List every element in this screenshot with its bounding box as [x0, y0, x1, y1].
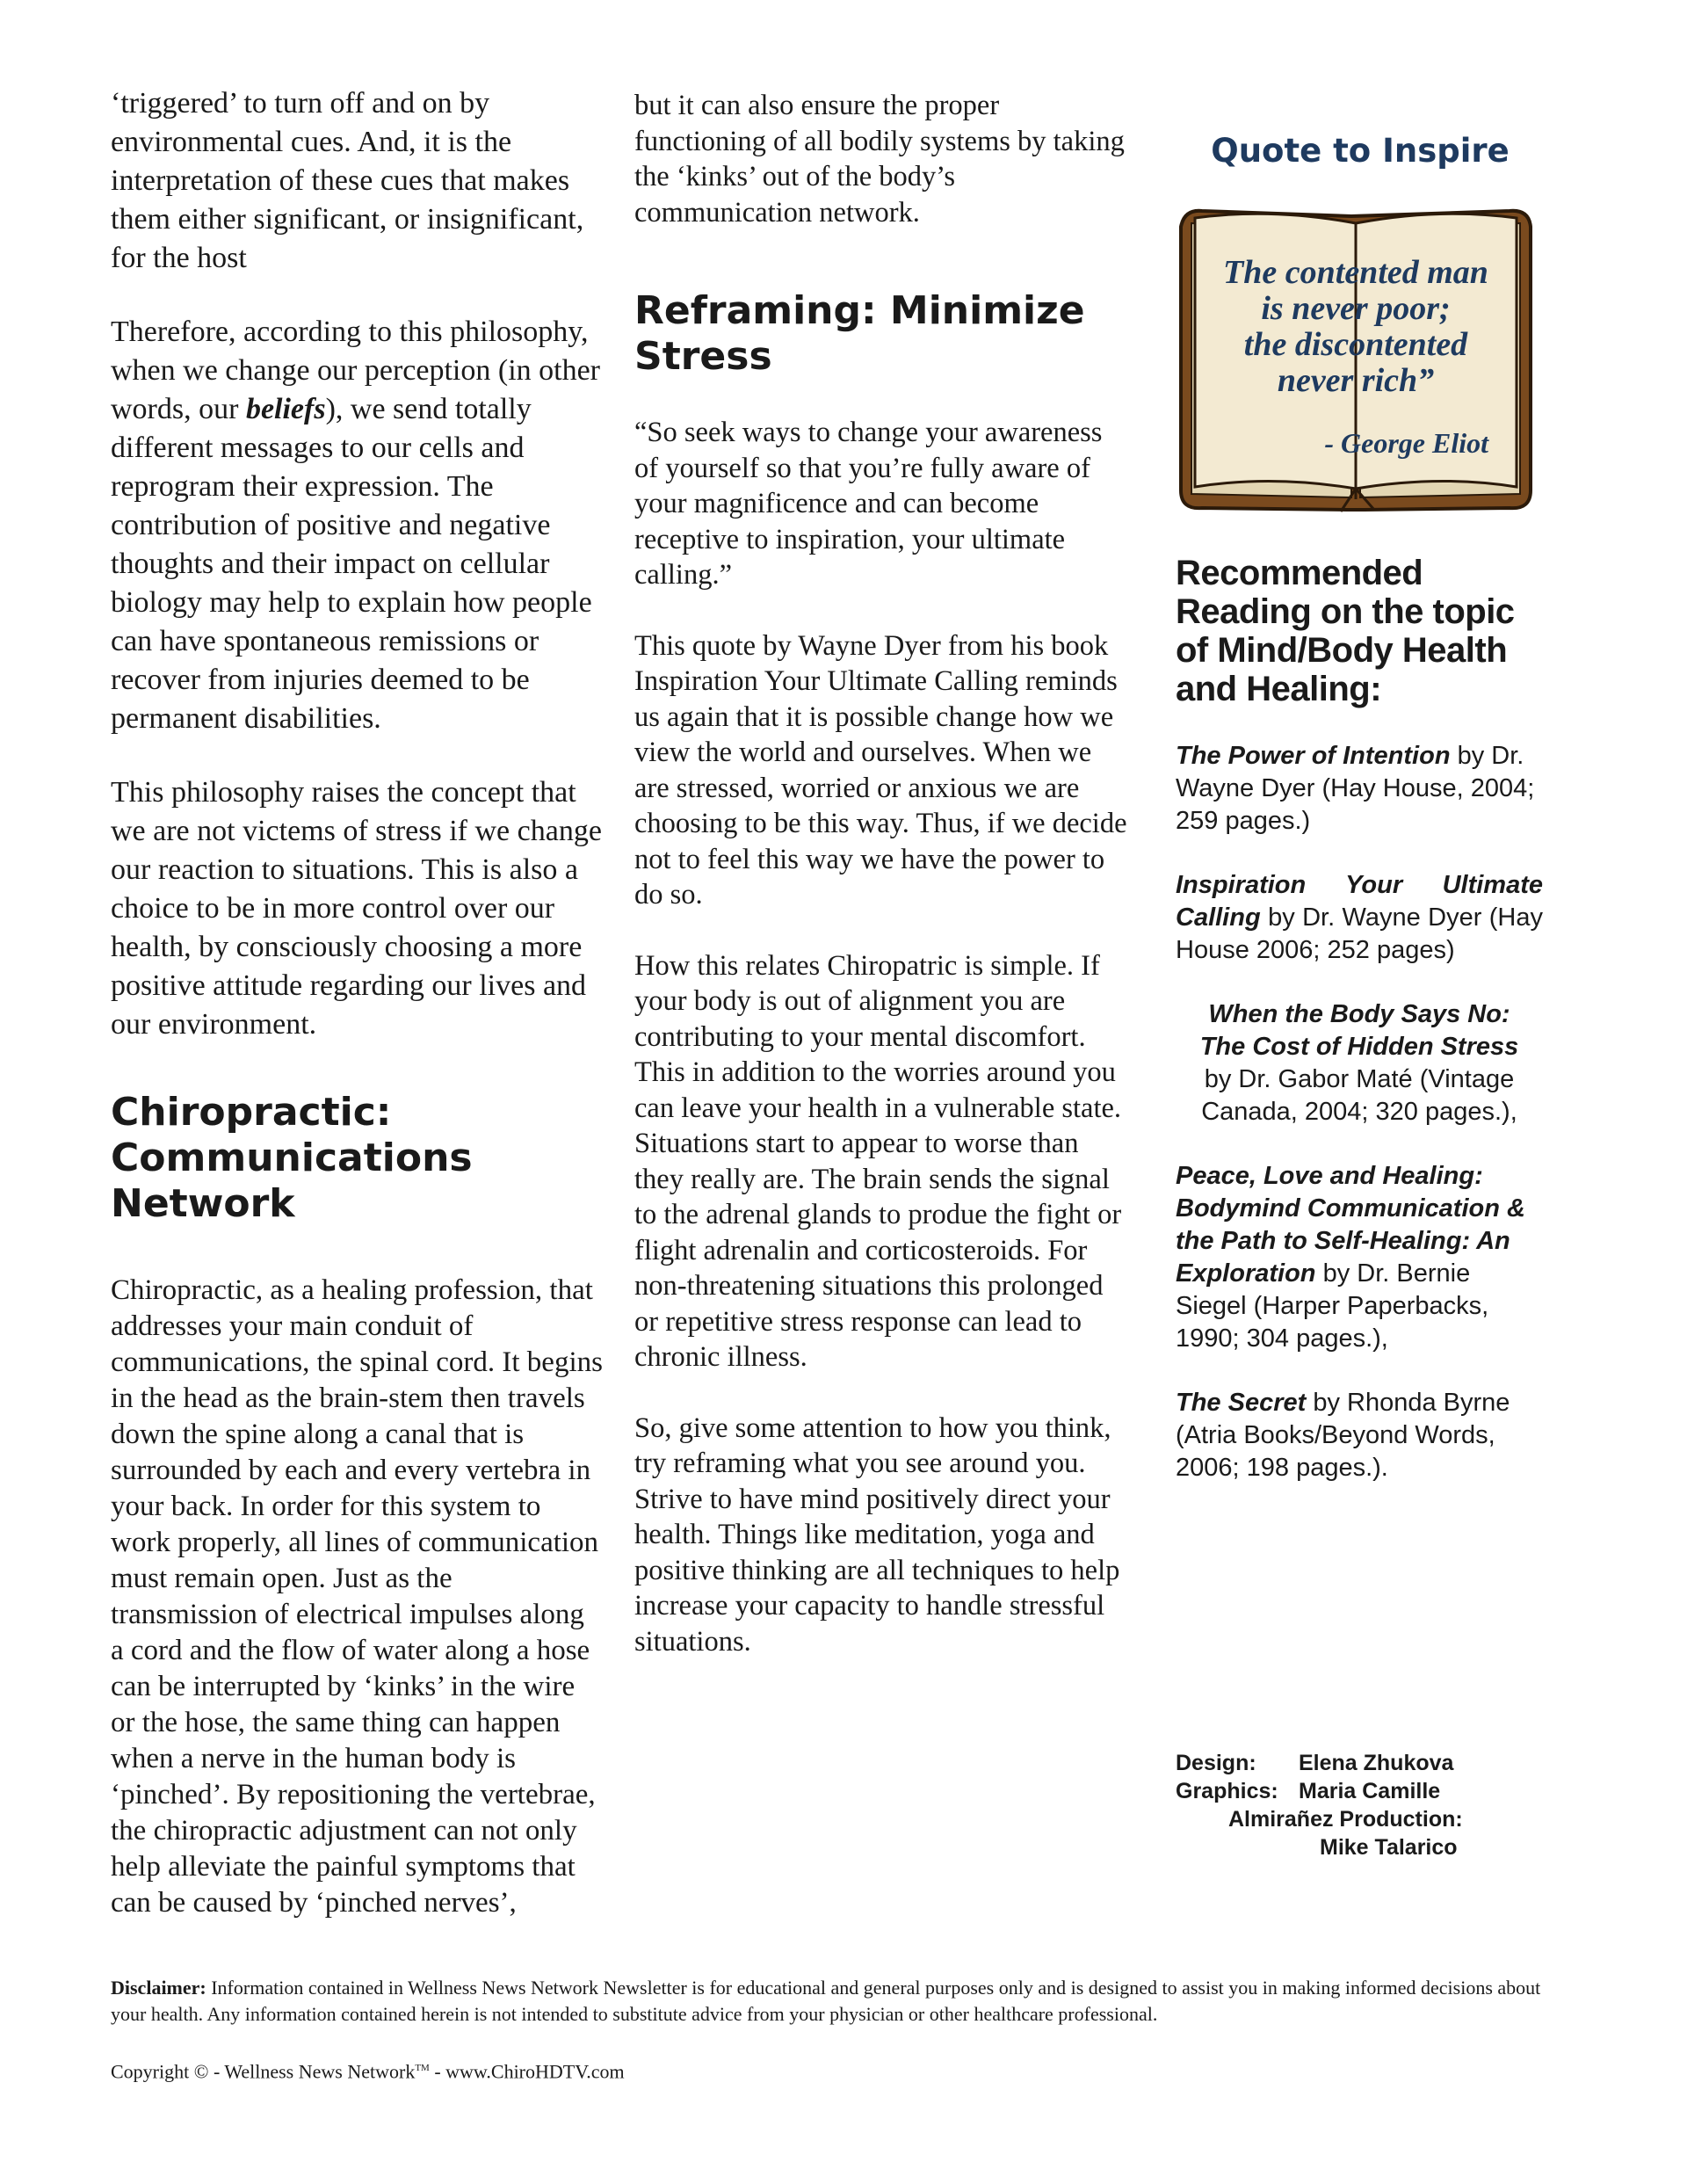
credit-production-name [1176, 1833, 1466, 1861]
heading-line: Recommended [1176, 554, 1423, 592]
credit-label: Graphics: [1176, 1779, 1278, 1803]
book-title: Inspiration Your Ultimate Calling [1176, 871, 1543, 932]
book-details: by Dr. Gabor Maté (Vintage [1204, 1065, 1515, 1093]
quote-line: The contented man [1223, 254, 1488, 291]
quote-line: is never poor; [1261, 290, 1451, 327]
book-details: by Rhonda Byrne (Atria Books/Beyond Words, 2006; 198 pages.). [1176, 1389, 1510, 1482]
text-run: Therefore, according to this philosophy, when we change our perception (in other words, our [111, 316, 600, 425]
credit-value: Maria Camille [1299, 1779, 1441, 1803]
book-title: When the Body Says No: [1208, 1000, 1510, 1028]
body-paragraph: This philosophy raises the concept that we are not victems of stress if we change our reaction to situations. This is also a choice to be in more control over our health, by consciously choosing a more positive attitude regarding our lives and our environment. [111, 776, 602, 1041]
column-middle [634, 88, 1128, 1659]
credit-graphics [1176, 1777, 1466, 1805]
quote-text [1202, 255, 1510, 399]
credit-design [1176, 1749, 1466, 1777]
quote-author: - George Eliot [1324, 427, 1488, 459]
book-title: The Secret [1176, 1389, 1307, 1417]
quote-title: Quote to Inspire [1211, 132, 1510, 170]
heading-line: Reading on the topic [1176, 592, 1515, 631]
copyright [111, 2055, 1165, 2085]
body-paragraph: but it can also ensure the proper functioning of all bodily systems by taking the ‘kinks’ out of the body’s communication network. [634, 90, 1125, 229]
book-entry [1176, 1160, 1543, 1355]
body-paragraph: ‘triggered’ to turn off and on by environmental cues. And, it is the interpretation of these cues that makes them either significant, or insignificant, for the host [111, 87, 584, 274]
quote-line: the discontented [1243, 326, 1468, 363]
book-details: by Dr. Wayne Dyer (Hay House 2006; 252 pages) [1176, 903, 1543, 964]
text-run: ), we send totally different messages to our cells and reprogram their expression. The contribution of positive and negative thoughts and their impact on cellular biology may help to explain how people can have spontaneous remissions or recover from injuries deemed to be permanent disabilities. [111, 393, 592, 735]
section-heading-chiropractic [111, 1090, 603, 1227]
book-list [1176, 740, 1543, 1516]
heading-line: Reframing: Minimize [634, 288, 1085, 333]
credit-value: Elena Zhukova [1299, 1751, 1454, 1775]
book-entry [1176, 998, 1543, 1128]
book-title: Peace, Love and Healing: Bodymind Communication & the Path to Self-Healing: An Exploration [1176, 1162, 1525, 1288]
heading-line: Network [111, 1181, 295, 1226]
credits [1176, 1749, 1466, 1861]
credit-label: Almirañez Production: [1228, 1807, 1463, 1832]
credit-value: Mike Talarico [1320, 1835, 1458, 1860]
quote-section [1176, 132, 1545, 170]
book-details: Canada, 2004; 320 pages.), [1201, 1098, 1517, 1126]
book-title: The Cost of Hidden Stress [1199, 1033, 1519, 1061]
book-entry [1176, 869, 1543, 967]
heading-line: Chiropractic: [111, 1090, 392, 1135]
book-details: by Dr. Bernie Siegel (Harper Paperbacks, 1990; 304 pages.), [1176, 1259, 1489, 1353]
credit-label: Design: [1176, 1751, 1256, 1775]
copyright-text: Copyright © - Wellness News Network [111, 2060, 416, 2083]
heading-line: and Healing: [1176, 670, 1382, 708]
column-left [111, 84, 603, 1921]
recommended-reading-heading [1176, 554, 1545, 708]
copyright-url: - www.ChiroHDTV.com [429, 2060, 625, 2083]
disclaimer [111, 1975, 1552, 2028]
body-paragraph: “So seek ways to change your awareness of yourself so that you’re fully aware of your magnificence and can become receptive to inspiration, your ultimate calling.” [634, 417, 1103, 591]
credit-production [1176, 1805, 1466, 1833]
book-entry [1176, 1387, 1543, 1484]
heading-line: Stress [634, 334, 772, 379]
quote-line: never rich” [1277, 362, 1435, 399]
book-entry [1176, 740, 1543, 838]
body-paragraph: So, give some attention to how you think, try reframing what you see around you. Strive to have mind positively direct your health. Things like meditation, yoga and positive thinking are all techniques to help increase your capacity to handle stressful situations. [634, 1411, 1120, 1658]
trademark-mark: TM [415, 2063, 430, 2073]
body-paragraph: This quote by Wayne Dyer from his book Inspiration Your Ultimate Calling reminds us again that it is possible change how we view the world and ourselves. When we are stressed, worried or anxious we are choosing to be this way. Thus, if we decide not to feel this way we have the power to do so. [634, 629, 1127, 911]
book-details: by Dr. Wayne Dyer (Hay House, 2004; 259 pages.) [1176, 742, 1535, 835]
heading-line: Communications [111, 1136, 473, 1180]
emphasis-beliefs: beliefs [245, 393, 326, 425]
body-paragraph [111, 313, 603, 738]
disclaimer-text: Information contained in Wellness News Network Newsletter is for educational and general purposes only and is designed to assist you in making informed decisions about your health. Any information contained herein is not intended to substitute advice from your physician or other healthcare professional. [111, 1977, 1541, 2025]
body-paragraph: How this relates Chiropatric is simple. If your body is out of alignment you are contributing to your mental discomfort. This in addition to the worries around you can leave your health in a vulnerable state. Situations start to appear to worse than they really are. The brain sends the signal to the adrenal glands to produe the fight or flight adrenalin and corticosteroids. For non-threatening situations this prolonged or repetitive stress response can lead to chronic illness. [634, 949, 1122, 1373]
book-title: The Power of Intention [1176, 742, 1451, 770]
heading-line: of Mind/Body Health [1176, 631, 1508, 670]
disclaimer-label: Disclaimer: [111, 1977, 206, 1999]
body-paragraph: Chiropractic, as a healing profession, that addresses your main conduit of communications, the spinal cord. It begins in the head as the brain-stem then travels down the spine along a canal that is surrounded by each and every vertebra in your back. In order for this system to work properly, all lines of communication must remain open. Just as the transmission of electrical impulses along a cord and the flow of water along a hose can be interrupted by ‘kinks’ in the wire or the hose, the same thing can happen when a nerve in the human body is ‘pinched’. By repositioning the vertebrae, the chiropractic adjustment can not only help alleviate the painful symptoms that can be caused by ‘pinched nerves’, [111, 1274, 603, 1919]
section-heading-reframing [634, 288, 1128, 380]
